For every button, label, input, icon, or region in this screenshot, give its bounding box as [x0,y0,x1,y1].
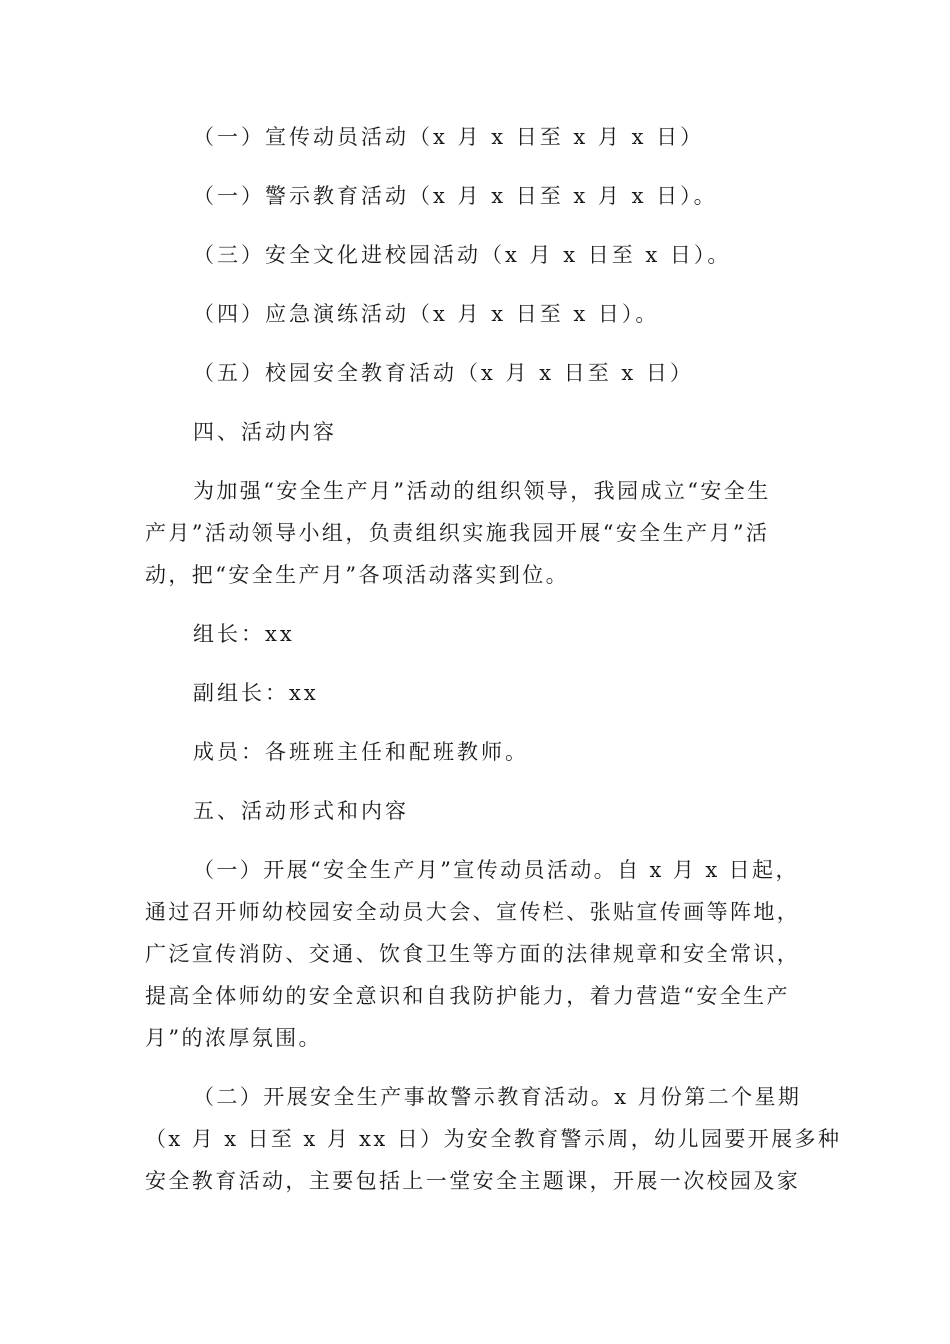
team-leader: 组长：xx [193,622,295,646]
paragraph-line: 为加强“安全生产月”活动的组织领导，我园成立“安全生 [193,479,771,503]
paragraph-warning-education [145,1076,842,1202]
paragraph-line: 提高全体师幼的安全意识和自我防护能力，着力营造“安全生产 [145,984,790,1008]
paragraph-line: 广泛宣传消防、交通、饮食卫生等方面的法律规章和安全常识， [145,942,801,966]
team-deputy: 副组长：xx [193,681,319,705]
paragraph-line: 产月”活动领导小组，负责组织实施我园开展“安全生产月”活 [145,521,770,545]
schedule-item-1: （一）宣传动员活动（x 月 x 日至 x 月 x 日） [193,125,705,149]
paragraph-line: 月”的浓厚氛围。 [145,1026,322,1050]
paragraph-publicity [145,849,805,1059]
paragraph-leadership [145,470,805,596]
schedule-item-4: （四）应急演练活动（x 月 x 日至 x 日）。 [193,302,660,326]
paragraph-line: （二）开展安全生产事故警示教育活动。x 月份第二个星期 [193,1085,802,1109]
schedule-item-3: （三）安全文化进校园活动（x 月 x 日至 x 日）。 [193,243,732,267]
team-members: 成员：各班班主任和配班教师。 [193,740,529,764]
paragraph-line: 通过召开师幼校园安全动员大会、宣传栏、张贴宣传画等阵地， [145,900,801,924]
schedule-item-5: （五）校园安全教育活动（x 月 x 日至 x 日） [193,361,694,385]
paragraph-line: （x 月 x 日至 x 月 xx 日）为安全教育警示周，幼儿园要开展多种 [145,1127,842,1151]
section-heading-4: 四、活动内容 [193,420,337,444]
schedule-item-2: （一）警示教育活动（x 月 x 日至 x 月 x 日）。 [193,184,718,208]
paragraph-line: （一）开展“安全生产月”宣传动员活动。自 x 月 x 日起， [193,858,799,882]
paragraph-line: 安全教育活动，主要包括上一堂安全主题课，开展一次校园及家 [145,1169,801,1193]
paragraph-line: 动，把“安全生产月”各项活动落实到位。 [145,563,570,587]
document-body [145,116,842,1202]
section-heading-5: 五、活动形式和内容 [193,799,409,823]
